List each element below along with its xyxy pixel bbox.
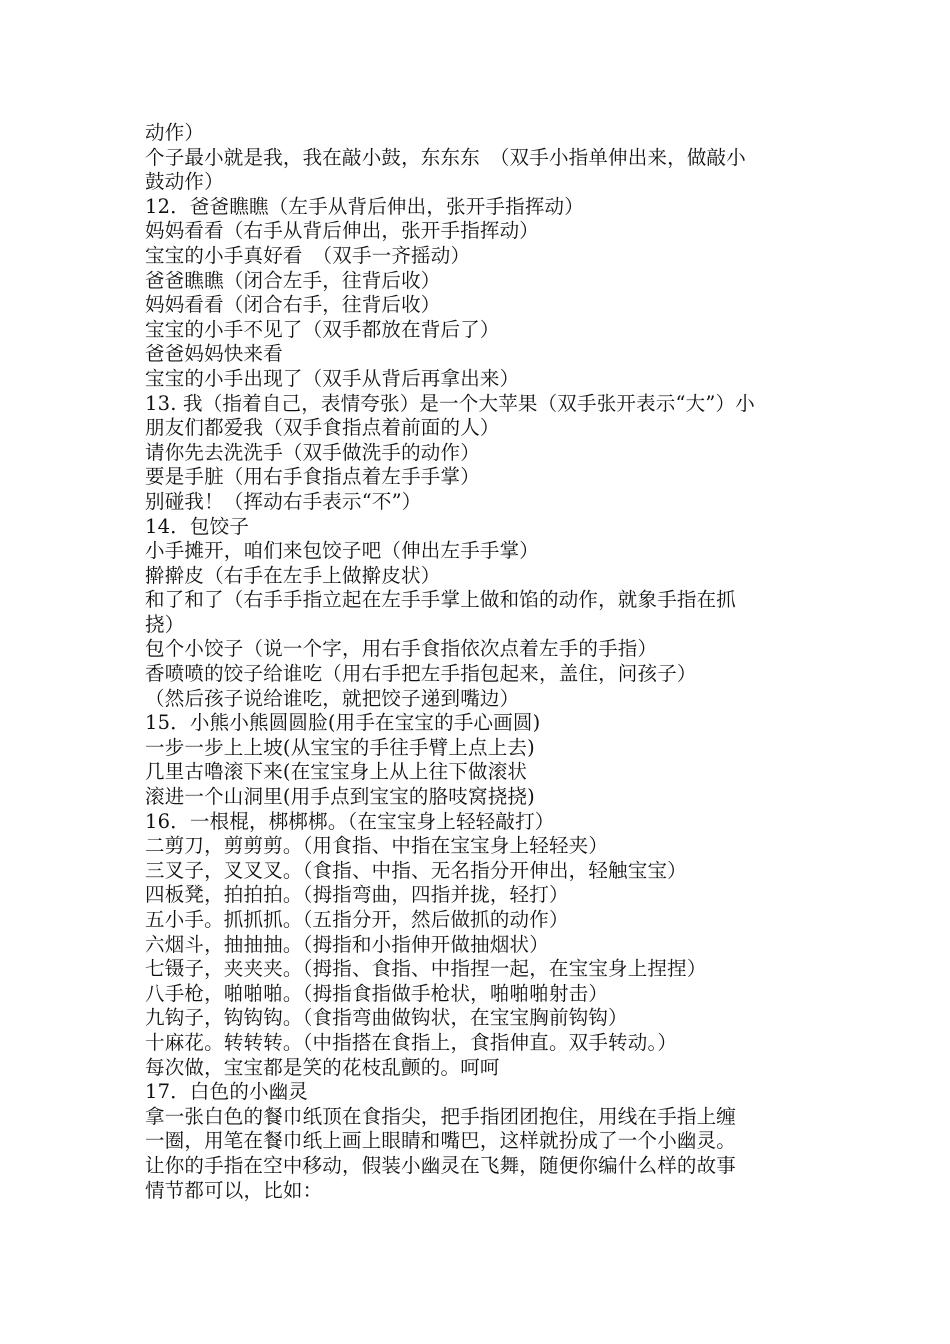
text-line: 动作） bbox=[145, 121, 205, 144]
text-line: 五小手。抓抓抓。（五指分开，然后做抓的动作） bbox=[145, 908, 569, 931]
text-line: 鼓动作） bbox=[145, 170, 224, 194]
text-line: 一步一步上上坡(从宝宝的手往手臂上点上去) bbox=[145, 735, 535, 759]
text-line: 包个小饺子（说一个字，用右手食指依次点着左手的手指） bbox=[145, 637, 658, 661]
section-heading-15: 15．小熊小熊圆圆脸(用手在宝宝的手心画圆) bbox=[145, 711, 541, 735]
text-line: 擀擀皮（右手在左手上做擀皮状） bbox=[145, 563, 441, 587]
text-line: 十麻花。转转转。（中指搭在食指上，食指伸直。双手转动。） bbox=[145, 1030, 678, 1054]
text-line: 一圈，用笔在餐巾纸上画上眼睛和嘴巴，这样就扮成了一个小幽灵。 bbox=[145, 1129, 737, 1153]
text-line: 宝宝的小手不见了（双手都放在背后了） bbox=[145, 317, 500, 341]
text-line: 四板凳，拍拍拍。（拇指弯曲，四指并拢，轻打） bbox=[145, 883, 569, 907]
section-heading-14: 14．包饺子 bbox=[145, 514, 250, 538]
text-line: 几里古噜滚下来(在宝宝身上从上往下做滚状 bbox=[145, 760, 528, 784]
text-line: 妈妈看看（闭合右手，往背后收） bbox=[145, 293, 441, 317]
text-line: 宝宝的小手出现了（双手从背后再拿出来） bbox=[145, 366, 520, 390]
section-heading-17: 17．白色的小幽灵 bbox=[145, 1080, 309, 1104]
text-line: 朋友们都爱我（双手食指点着前面的人） bbox=[145, 416, 500, 440]
text-line: 个子最小就是我，我在敲小鼓，东东东 （双手小指单伸出来，做敲小 bbox=[145, 145, 746, 169]
text-line: 让你的手指在空中移动，假装小幽灵在飞舞，随便你编什么样的故事 bbox=[145, 1153, 737, 1177]
section-heading-13: 13. 我（指着自己，表情夸张）是一个大苹果（双手张开表示“大”）小 bbox=[145, 391, 755, 415]
section-heading-12: 12．爸爸瞧瞧（左手从背后伸出，张开手指挥动） bbox=[145, 194, 584, 218]
text-line: 八手枪，啪啪啪。（拇指食指做手枪状，啪啪啪射击） bbox=[145, 981, 609, 1005]
text-line: 滚进一个山洞里(用手点到宝宝的胳吱窝挠挠) bbox=[145, 785, 535, 809]
text-line: 香喷喷的饺子给谁吃（用右手把左手指包起来，盖住，问孩子） bbox=[145, 662, 697, 686]
text-line: 爸爸妈妈快来看 bbox=[145, 342, 283, 366]
text-line: 拿一张白色的餐巾纸顶在食指尖，把手指团团抱住，用线在手指上缠 bbox=[145, 1104, 737, 1128]
text-line: 请你先去洗洗手（双手做洗手的动作） bbox=[145, 440, 480, 464]
text-line: 妈妈看看（右手从背后伸出，张开手指挥动） bbox=[145, 219, 540, 243]
text-line: 挠） bbox=[145, 612, 185, 636]
section-heading-16: 16．一根棍，梆梆梆。（在宝宝身上轻轻敲打） bbox=[145, 809, 555, 833]
text-line: 每次做，宝宝都是笑的花枝乱颤的。呵呵 bbox=[145, 1055, 500, 1079]
text-line: 爸爸瞧瞧（闭合左手，往背后收） bbox=[145, 268, 441, 292]
text-line: 七镊子，夹夹夹。（拇指、食指、中指捏一起，在宝宝身上捏捏） bbox=[145, 957, 707, 981]
text-line: 情节都可以，比如： bbox=[145, 1178, 323, 1202]
text-line: 六烟斗，抽抽抽。（拇指和小指伸开做抽烟状） bbox=[145, 932, 549, 956]
text-line: 别碰我！（挥动右手表示“不”） bbox=[145, 489, 422, 513]
text-line: （然后孩子说给谁吃，就把饺子递到嘴边） bbox=[145, 686, 520, 710]
text-line: 宝宝的小手真好看 （双手一齐摇动） bbox=[145, 243, 471, 267]
text-line: 三叉子，叉叉叉。（食指、中指、无名指分开伸出，轻触宝宝） bbox=[145, 858, 687, 882]
text-line: 和了和了（右手手指立起在左手手掌上做和馅的动作，就象手指在抓 bbox=[145, 588, 737, 612]
document-page bbox=[145, 121, 815, 1203]
text-line: 二剪刀，剪剪剪。（用食指、中指在宝宝身上轻轻夹） bbox=[145, 834, 609, 858]
text-line: 要是手脏（用右手食指点着左手手掌） bbox=[145, 465, 480, 489]
text-line: 九钩子，钩钩钩。（食指弯曲做钩状，在宝宝胸前钩钩） bbox=[145, 1006, 628, 1030]
text-line: 小手摊开，咱们来包饺子吧（伸出左手手掌） bbox=[145, 539, 540, 563]
